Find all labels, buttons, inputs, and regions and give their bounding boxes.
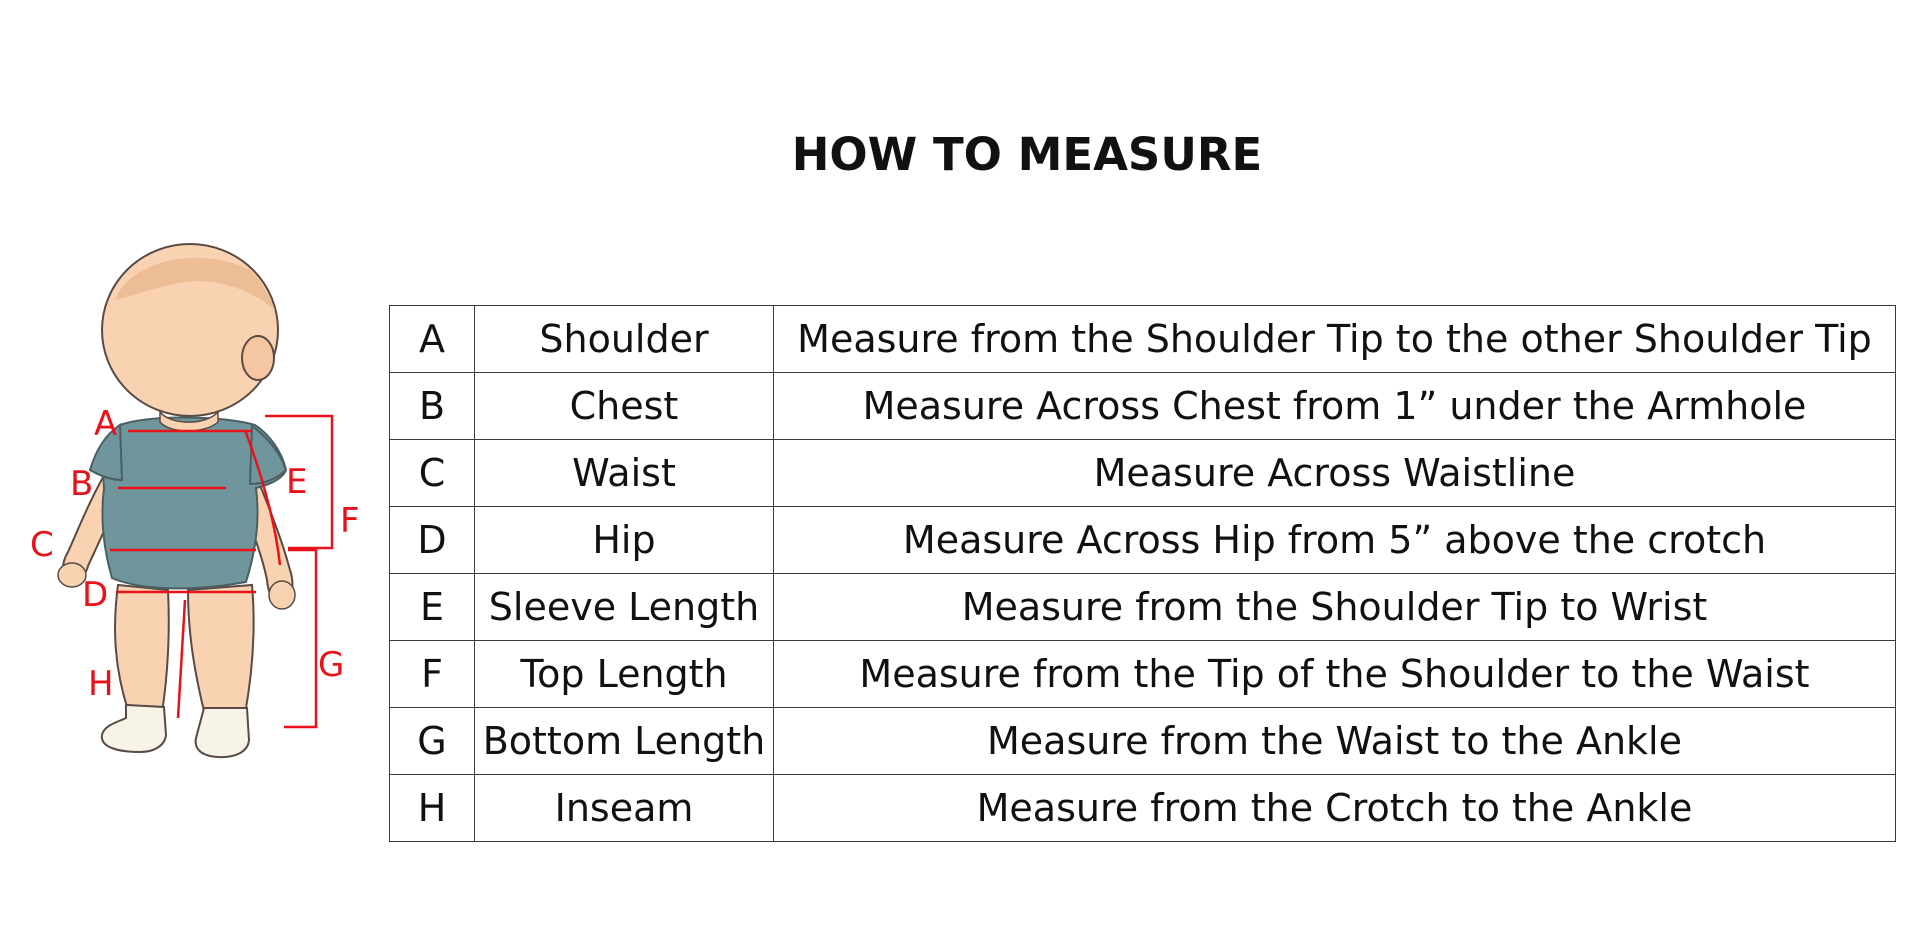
- row-letter: G: [390, 708, 475, 775]
- page-title: HOW TO MEASURE: [791, 128, 1263, 181]
- label-c: C: [30, 525, 54, 565]
- label-a: A: [94, 404, 118, 444]
- row-measurement-name: Shoulder: [475, 306, 774, 373]
- row-description: Measure from the Waist to the Ankle: [774, 708, 1896, 775]
- table-row: [390, 373, 1896, 440]
- row-letter: H: [390, 775, 475, 842]
- row-letter: A: [390, 306, 475, 373]
- table-row: [390, 708, 1896, 775]
- row-measurement-name: Waist: [475, 440, 774, 507]
- row-description: Measure from the Tip of the Shoulder to the Waist: [774, 641, 1896, 708]
- baby-right-sock: [196, 708, 249, 757]
- row-letter: C: [390, 440, 475, 507]
- baby-ear: [242, 336, 274, 380]
- label-f: F: [340, 501, 360, 541]
- row-letter: B: [390, 373, 475, 440]
- baby-left-leg: [115, 585, 169, 712]
- label-h: H: [88, 664, 114, 704]
- table-row: [390, 574, 1896, 641]
- label-d: D: [82, 575, 109, 615]
- table-row: [390, 641, 1896, 708]
- row-description: Measure from the Shoulder Tip to the other Shoulder Tip: [774, 306, 1896, 373]
- table-row: [390, 775, 1896, 842]
- row-measurement-name: Top Length: [475, 641, 774, 708]
- label-g: G: [318, 645, 345, 685]
- baby-right-leg: [188, 585, 254, 715]
- table-row: [390, 507, 1896, 574]
- label-b: B: [70, 464, 94, 504]
- baby-measurement-illustration: [20, 230, 370, 770]
- row-description: Measure Across Hip from 5” above the crotch: [774, 507, 1896, 574]
- row-description: Measure from the Crotch to the Ankle: [774, 775, 1896, 842]
- measurement-table: [389, 305, 1896, 842]
- row-letter: E: [390, 574, 475, 641]
- row-description: Measure Across Waistline: [774, 440, 1896, 507]
- line-h: [178, 600, 185, 718]
- row-measurement-name: Sleeve Length: [475, 574, 774, 641]
- baby-right-hand: [269, 581, 295, 609]
- row-measurement-name: Chest: [475, 373, 774, 440]
- row-description: Measure from the Shoulder Tip to Wrist: [774, 574, 1896, 641]
- table-row: [390, 440, 1896, 507]
- table-row: [390, 306, 1896, 373]
- label-e: E: [286, 462, 308, 502]
- row-measurement-name: Hip: [475, 507, 774, 574]
- row-description: Measure Across Chest from 1” under the Armhole: [774, 373, 1896, 440]
- row-measurement-name: Bottom Length: [475, 708, 774, 775]
- row-letter: F: [390, 641, 475, 708]
- row-measurement-name: Inseam: [475, 775, 774, 842]
- baby-left-sock: [102, 705, 166, 752]
- row-letter: D: [390, 507, 475, 574]
